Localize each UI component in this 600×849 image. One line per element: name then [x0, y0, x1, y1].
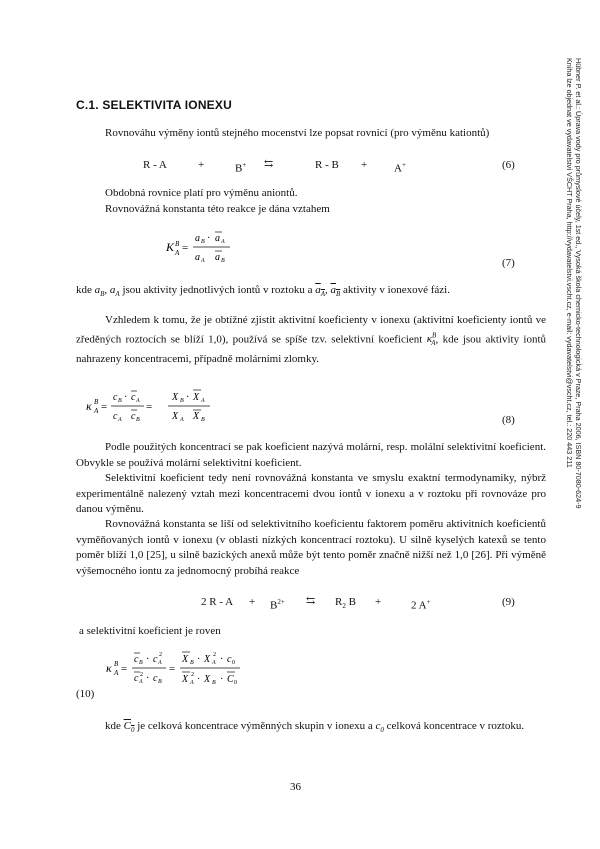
svg-text:c: c [134, 654, 139, 665]
svg-text:B: B [94, 398, 99, 406]
svg-text:·: · [220, 674, 224, 685]
svg-text:·: · [197, 674, 201, 685]
svg-text:·: · [124, 392, 128, 403]
svg-text:A: A [190, 680, 194, 686]
svg-text:A: A [180, 417, 184, 423]
svg-text:c: c [153, 673, 158, 684]
svg-text:B: B [201, 417, 205, 423]
svg-text:A: A [201, 258, 205, 264]
svg-text:A: A [139, 679, 143, 685]
svg-text:2: 2 [159, 652, 162, 658]
svg-text:·: · [146, 654, 150, 665]
svg-text:a: a [195, 252, 200, 263]
equation-8-formula [80, 383, 250, 429]
svg-text:c: c [131, 411, 136, 422]
svg-text:X: X [182, 654, 189, 665]
eq6-term-2: B+ [235, 161, 247, 175]
section-heading: C.1. SELEKTIVITA IONEXU [76, 98, 232, 112]
svg-text:A: A [201, 398, 205, 404]
svg-text:=: = [101, 401, 108, 413]
svg-text:a: a [215, 233, 220, 244]
svg-text:c: c [113, 411, 118, 422]
svg-text:a: a [215, 252, 220, 263]
paragraph-constant-intro: Rovnovážná konstanta této reakce je dána vztahem [105, 203, 330, 215]
svg-text:C: C [227, 674, 234, 685]
svg-text:B: B [158, 679, 162, 685]
svg-text:2: 2 [191, 672, 194, 678]
svg-text:·: · [197, 654, 201, 665]
equation-10-formula [80, 645, 280, 693]
eq9-term-4: 2 A+ [411, 598, 431, 612]
eq9-term-2: $B^{2+}$ [270, 598, 285, 612]
svg-text:B: B [180, 398, 184, 404]
svg-text:X: X [193, 411, 200, 422]
svg-text:=: = [146, 401, 153, 413]
svg-text:c: c [153, 654, 158, 665]
paragraph-selectivity-definition: Selektivitní koeficient tedy není rovnovážná konstanta ve smyslu exaktní termodynamiky, nýbrž experimentálně nalezený vztah mezi koncentracemi dvou iontů v ionexu a v roztoku při rovnováze pro danou výměnu. [76, 472, 546, 515]
paragraph-total-concentration: kde $C_0$ je celková koncentrace výměnných skupin v ionexu a $c_0$ celková koncentrace v roztoku. [105, 720, 525, 735]
svg-text:B: B [175, 240, 180, 248]
eq9-term-3: $R_2$ B [335, 596, 356, 611]
side-citation-line-1: Hübner P. et al.: Úprava vody pro průmyslové účely, 1st ed., Vysoká škola chemicko-technologická v Praze, Praha 2006, ISBN 80-7080-624-9 [574, 58, 583, 509]
svg-text:A: A [114, 669, 119, 677]
paragraph-selectivity-intro: Vzhledem k tomu, že je obtížné zjistit aktivitní koeficienty v ionexu (aktivitní koeficienty iontů ve zředěných roztocích se blíží 1,0), používá se spíše tzv. selektivní koeficient $\kappa^B_A$, kde jsou aktivity iontů nahrazeny koncentracemi, případně molárními zlomky. [76, 314, 547, 365]
svg-text:A: A [158, 660, 162, 666]
eq10-number: (10) [76, 688, 95, 700]
svg-text:c: c [113, 392, 118, 403]
eq6-number: (6) [502, 159, 515, 171]
svg-text:A: A [175, 249, 180, 257]
svg-text:A: A [136, 398, 140, 404]
svg-text:c: c [131, 392, 136, 403]
svg-text:A: A [118, 417, 122, 423]
svg-text:0: 0 [232, 660, 235, 666]
svg-text:X: X [172, 411, 179, 422]
svg-text:a: a [195, 233, 200, 244]
paragraph-anion-note: Obdobná rovnice platí pro výměnu aniontů. [105, 187, 298, 199]
svg-text:·: · [186, 392, 190, 403]
eq6-plus-2: + [361, 159, 368, 171]
svg-text:·: · [220, 654, 224, 665]
eq9-arrow: ⇆ [306, 595, 316, 607]
svg-text:X: X [204, 674, 211, 685]
svg-text:X: X [172, 392, 179, 403]
svg-text:2: 2 [213, 652, 216, 658]
svg-text:A: A [94, 407, 99, 415]
eq9-plus-2: + [375, 596, 382, 608]
eq9-term-1: 2 R - A [201, 596, 234, 608]
svg-text:κ: κ [106, 661, 112, 675]
side-citation-line-2: Kniha lze objednat ve vydavatelství VŠCHT Praha, http://vydavatelstvi.vscht.cz, e-mail: vydavatelstvi@vscht.cz, tel.: 220 443 211 [564, 58, 574, 468]
svg-text:B: B [114, 660, 119, 668]
paragraph-activities: kde $a_B$, $a_A$ jsou aktivity jednotlivých iontů v roztoku a $a_A$, $a_B$ aktivity v ionexové fázi. [76, 284, 450, 299]
svg-text:B: B [118, 398, 122, 404]
eq6-term-1: R - A [143, 159, 167, 171]
svg-text:2: 2 [140, 672, 143, 678]
svg-text:B: B [139, 660, 143, 666]
svg-text:X: X [182, 674, 189, 685]
eq8-number: (8) [502, 414, 515, 426]
svg-text:B: B [190, 660, 194, 666]
paragraph-equilibrium-constant: Rovnovážná konstanta se liší od selektivitního koeficientu faktorem poměru aktivitních koeficientů vyměňovaných iontů v ionexu (v oblasti nízkých koncentrací roztoku). U silně kyselých katexů se tento poměr blíží 1,0 [25], u silně bazických anexů může být tento poměr značně nižší než 1,0 [26]. Při výměně výšemocného iontu za jednomocný probíhá reakce [76, 518, 546, 577]
svg-text:=: = [182, 242, 189, 254]
svg-text:X: X [204, 654, 211, 665]
svg-text:A: A [212, 660, 216, 666]
eq6-term-4: A+ [394, 161, 406, 175]
eq9-number: (9) [502, 596, 515, 608]
svg-text:B: B [212, 680, 216, 686]
svg-text:K: K [166, 240, 175, 254]
svg-text:0: 0 [234, 680, 237, 686]
side-citation [564, 58, 583, 509]
paragraph-coefficient-equals: a selektivitní koeficient je roven [79, 625, 221, 637]
eq9-plus-1: + [249, 596, 256, 608]
svg-text:c: c [227, 654, 232, 665]
svg-text:B: B [201, 239, 205, 245]
svg-text:κ: κ [86, 399, 92, 413]
svg-text:=: = [121, 663, 128, 675]
paragraph-molar-coefficient: Podle použitých koncentrací se pak koeficient nazývá molární, resp. molální selektivitní koeficient. Obvykle se používá molární selektivitní koeficient. [76, 441, 546, 469]
eq6-plus-1: + [198, 159, 205, 171]
eq6-arrow: ⇆ [264, 158, 274, 170]
svg-text:·: · [207, 233, 211, 244]
equation-7-formula [160, 224, 260, 270]
eq7-number: (7) [502, 257, 515, 269]
svg-text:A: A [221, 239, 225, 245]
svg-text:=: = [169, 663, 176, 675]
paragraph-intro: Rovnováhu výměny iontů stejného mocenství lze popsat rovnicí (pro výměnu kationtů) [105, 127, 490, 139]
page-number: 36 [290, 781, 301, 793]
eq6-term-3: R - B [315, 159, 339, 171]
svg-text:c: c [134, 673, 139, 684]
svg-text:·: · [146, 673, 150, 684]
svg-text:X: X [193, 392, 200, 403]
svg-text:B: B [221, 258, 225, 264]
svg-text:B: B [136, 417, 140, 423]
